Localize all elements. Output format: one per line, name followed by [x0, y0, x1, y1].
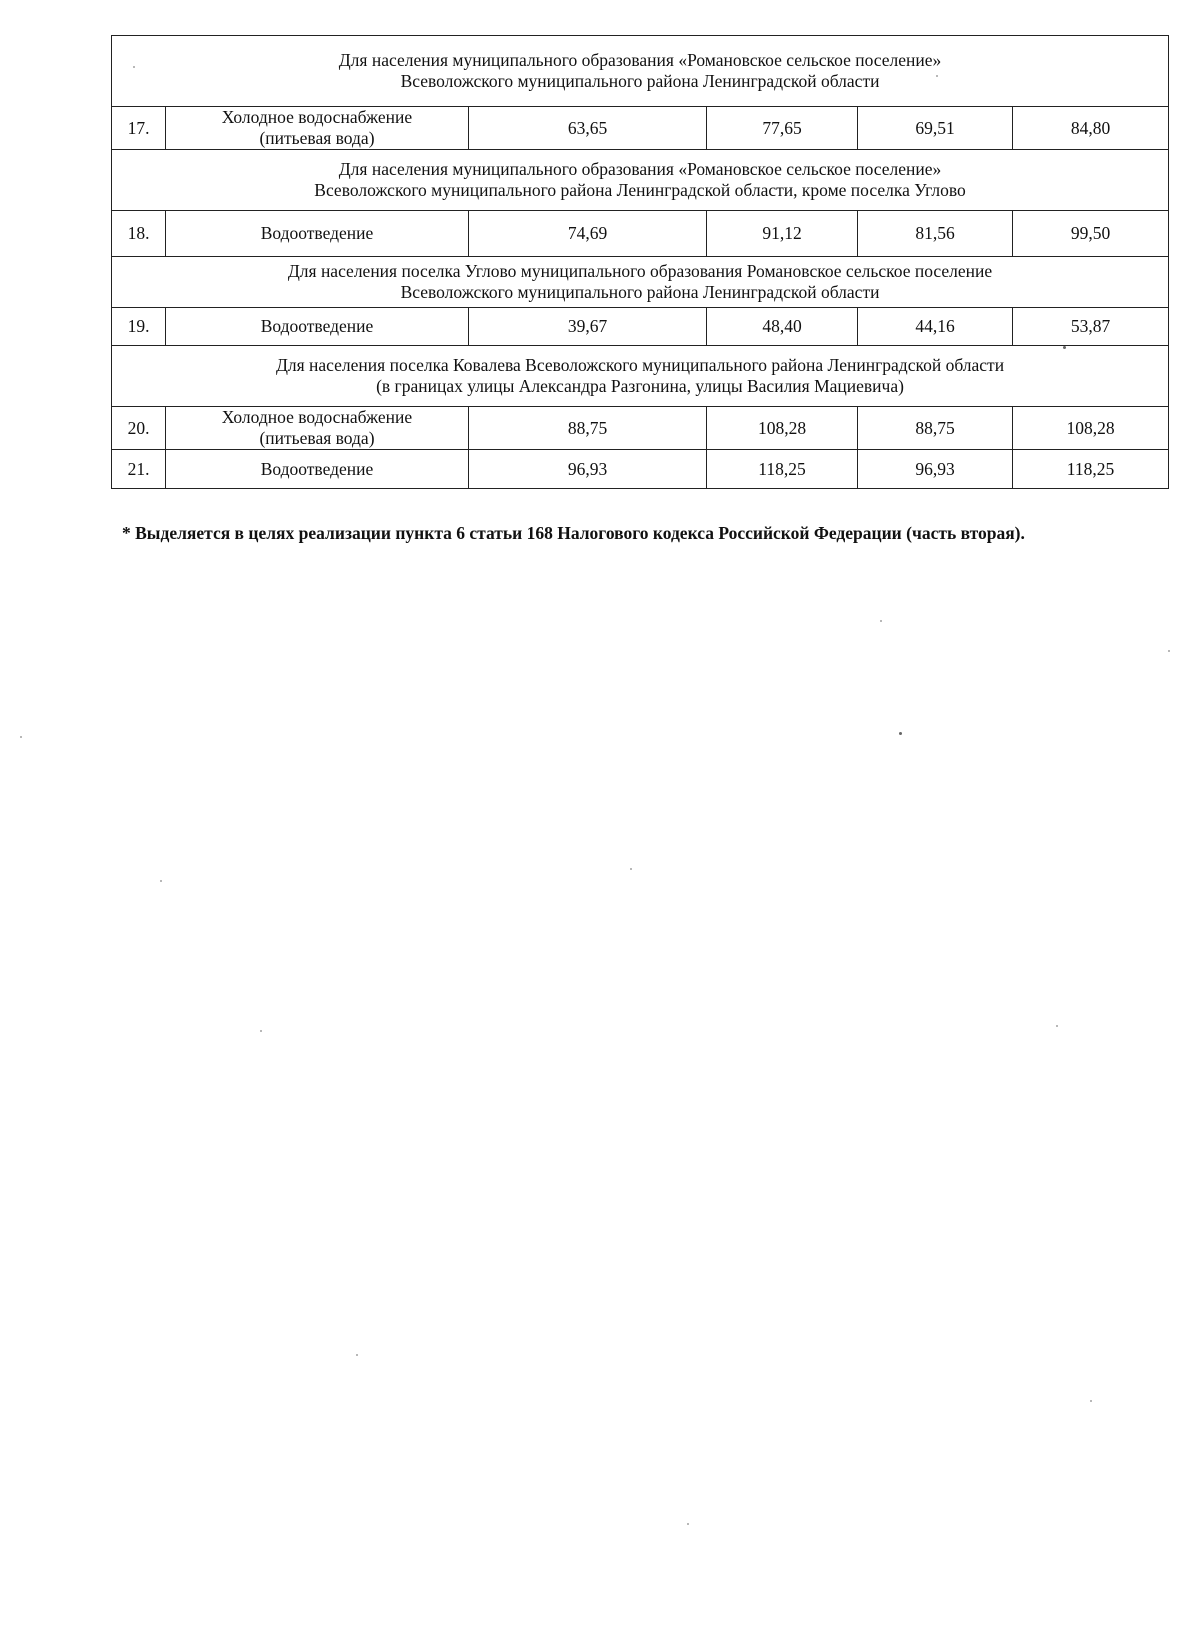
service-name [166, 107, 469, 150]
tariff-value: 118,25 [1013, 450, 1169, 489]
tariff-value: 108,28 [707, 407, 858, 450]
group-header-line: Всеволожского муниципального района Ленинградской области [400, 282, 880, 302]
service-name-line: Холодное водоснабжение [221, 407, 413, 427]
group-header-line: Всеволожского муниципального района Ленинградской области [400, 71, 880, 91]
group-header-cell [112, 346, 1169, 407]
table-row [112, 107, 1169, 150]
group-header-line: Для населения поселка Ковалева Всеволожского муниципального района Ленинградской области [275, 355, 1005, 375]
tariff-value: 39,67 [469, 308, 707, 346]
scan-speck [356, 1354, 358, 1356]
group-header-row [112, 36, 1169, 107]
tariff-value: 77,65 [707, 107, 858, 150]
tariff-value: 84,80 [1013, 107, 1169, 150]
service-name [166, 308, 469, 346]
tariff-value: 108,28 [1013, 407, 1169, 450]
tariff-value: 48,40 [707, 308, 858, 346]
row-number: 17. [112, 107, 166, 150]
scan-speck [1090, 1400, 1092, 1402]
group-header-row [112, 346, 1169, 407]
service-name-line: Водоотведение [260, 458, 374, 479]
group-header-row [112, 257, 1169, 308]
service-name [166, 450, 469, 489]
group-header-line: Для населения поселка Углово муниципального образования Романовское сельское поселение [287, 261, 993, 281]
scan-speck [630, 868, 632, 870]
group-header-line: Для населения муниципального образования «Романовское сельское поселение» [338, 159, 942, 179]
service-name [166, 211, 469, 257]
row-number: 20. [112, 407, 166, 450]
group-header-cell [112, 36, 1169, 107]
group-header-line: Всеволожского муниципального района Ленинградской области, кроме поселка Углово [314, 180, 966, 200]
scan-speck [1063, 346, 1066, 349]
scan-speck [133, 66, 135, 68]
scan-speck [20, 736, 22, 738]
table-row [112, 308, 1169, 346]
service-name [166, 407, 469, 450]
table-row [112, 407, 1169, 450]
group-header-cell [112, 257, 1169, 308]
scan-speck [880, 620, 882, 622]
tariff-value: 99,50 [1013, 211, 1169, 257]
tariff-table [111, 35, 1169, 489]
tariff-value: 53,87 [1013, 308, 1169, 346]
row-number: 19. [112, 308, 166, 346]
scan-speck [260, 1030, 262, 1032]
tariff-value: 96,93 [469, 450, 707, 489]
scan-speck [160, 880, 162, 882]
tariff-value: 96,93 [858, 450, 1013, 489]
service-name-line: Водоотведение [260, 223, 374, 243]
table-row [112, 211, 1169, 257]
tariff-value: 91,12 [707, 211, 858, 257]
scan-speck [1168, 650, 1170, 652]
tariff-value: 74,69 [469, 211, 707, 257]
group-header-line: (в границах улицы Александра Разгонина, улицы Василия Мациевича) [376, 376, 904, 396]
scan-speck [687, 1523, 689, 1525]
tariff-value: 118,25 [707, 450, 858, 489]
service-name-line: (питьевая вода) [259, 428, 375, 448]
scan-speck [936, 75, 938, 77]
tariff-value: 69,51 [858, 107, 1013, 150]
service-name-line: Холодное водоснабжение [221, 107, 413, 127]
tariff-value: 81,56 [858, 211, 1013, 257]
tariff-value: 88,75 [469, 407, 707, 450]
group-header-line: Для населения муниципального образования «Романовское сельское поселение» [338, 50, 942, 70]
scan-speck [1056, 1025, 1058, 1027]
service-name-line: (питьевая вода) [259, 128, 375, 148]
group-header-cell [112, 150, 1169, 211]
row-number: 18. [112, 211, 166, 257]
table-row [112, 450, 1169, 489]
tariff-value: 63,65 [469, 107, 707, 150]
scan-speck [899, 732, 902, 735]
footnote: * Выделяется в целях реализации пункта 6 статьи 168 Налогового кодекса Российской Федерации (часть вторая). [122, 523, 1025, 543]
tariff-value: 44,16 [858, 308, 1013, 346]
row-number: 21. [112, 450, 166, 489]
service-name-line: Водоотведение [260, 316, 374, 336]
tariff-value: 88,75 [858, 407, 1013, 450]
group-header-row [112, 150, 1169, 211]
